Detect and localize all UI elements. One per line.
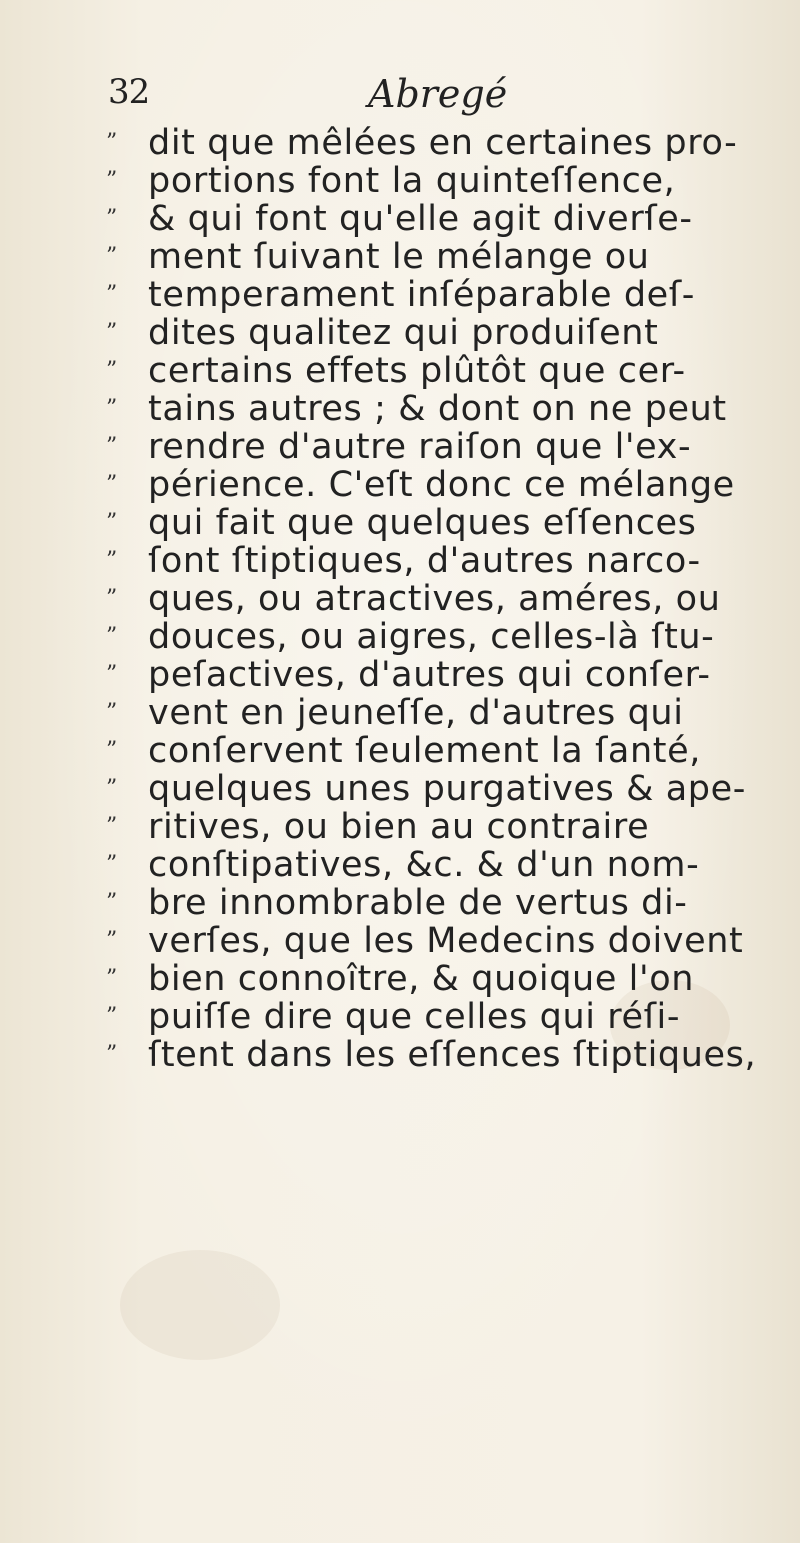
quotation-mark: ” (106, 586, 118, 611)
quotation-mark: ” (106, 776, 118, 801)
line-text: ſtent dans les eſſences ſtiptiques, (148, 1035, 757, 1075)
text-line (106, 960, 776, 998)
line-text: périence. C'eſt donc ce mélange (148, 465, 735, 505)
text-line (106, 542, 776, 580)
text-line (106, 998, 776, 1036)
text-line (106, 200, 776, 238)
text-line (106, 846, 776, 884)
line-text: portions font la quinteſſence, (148, 161, 676, 201)
text-line (106, 276, 776, 314)
quotation-mark: ” (106, 662, 118, 687)
quotation-mark: ” (106, 244, 118, 269)
line-text: douces, ou aigres, celles-là ſtu- (148, 617, 715, 657)
quotation-mark: ” (106, 510, 118, 535)
text-line (106, 238, 776, 276)
page-number: 32 (108, 72, 150, 112)
text-line (106, 694, 776, 732)
quotation-mark: ” (106, 472, 118, 497)
quotation-mark: ” (106, 1004, 118, 1029)
text-line (106, 884, 776, 922)
line-text: bien connoître, & quoique l'on (148, 959, 695, 999)
text-line (106, 732, 776, 770)
body-text (106, 124, 776, 1074)
line-text: rendre d'autre raiſon que l'ex- (148, 427, 692, 467)
quotation-mark: ” (106, 966, 118, 991)
quotation-mark: ” (106, 282, 118, 307)
quotation-mark: ” (106, 738, 118, 763)
line-text: quelques unes purgatives & ape- (148, 769, 746, 809)
quotation-mark: ” (106, 168, 118, 193)
line-text: tains autres ; & dont on ne peut (148, 389, 727, 429)
text-line (106, 580, 776, 618)
text-line (106, 124, 776, 162)
line-text: verſes, que les Medecins doivent (148, 921, 744, 961)
text-line (106, 314, 776, 352)
text-line (106, 1036, 776, 1074)
text-line (106, 922, 776, 960)
line-text: temperament inſéparable deſ- (148, 275, 695, 315)
quotation-mark: ” (106, 130, 118, 155)
line-text: certains effets plûtôt que cer- (148, 351, 686, 391)
line-text: ment ſuivant le mélange ou (148, 237, 650, 277)
text-line (106, 466, 776, 504)
text-line (106, 390, 776, 428)
line-text: peſactives, d'autres qui conſer- (148, 655, 711, 695)
quotation-mark: ” (106, 928, 118, 953)
quotation-mark: ” (106, 700, 118, 725)
text-line (106, 504, 776, 542)
quotation-mark: ” (106, 396, 118, 421)
text-line (106, 770, 776, 808)
quotation-mark: ” (106, 890, 118, 915)
quotation-mark: ” (106, 358, 118, 383)
text-line (106, 656, 776, 694)
line-text: ritives, ou bien au contraire (148, 807, 650, 847)
text-line (106, 352, 776, 390)
line-text: ques, ou atractives, améres, ou (148, 579, 721, 619)
text-line (106, 162, 776, 200)
line-text: dit que mêlées en certaines pro- (148, 123, 738, 163)
line-text: & qui font qu'elle agit diverſe- (148, 199, 693, 239)
quotation-mark: ” (106, 1042, 118, 1067)
quotation-mark: ” (106, 624, 118, 649)
running-title: Abregé (368, 72, 508, 116)
line-text: dites qualitez qui produiſent (148, 313, 659, 353)
quotation-mark: ” (106, 206, 118, 231)
text-line (106, 428, 776, 466)
quotation-mark: ” (106, 852, 118, 877)
text-line (106, 808, 776, 846)
quotation-mark: ” (106, 320, 118, 345)
text-line (106, 618, 776, 656)
line-text: conſervent ſeulement la ſanté, (148, 731, 701, 771)
line-text: qui fait que quelques eſſences (148, 503, 697, 543)
line-text: bre innombrable de vertus di- (148, 883, 688, 923)
quotation-mark: ” (106, 434, 118, 459)
line-text: ſont ſtiptiques, d'autres narco- (148, 541, 701, 581)
quotation-mark: ” (106, 548, 118, 573)
line-text: puiſſe dire que celles qui réſi- (148, 997, 681, 1037)
line-text: vent en jeuneſſe, d'autres qui (148, 693, 684, 733)
line-text: conſtipatives, &c. & d'un nom- (148, 845, 700, 885)
paper-stain (120, 1250, 280, 1360)
quotation-mark: ” (106, 814, 118, 839)
